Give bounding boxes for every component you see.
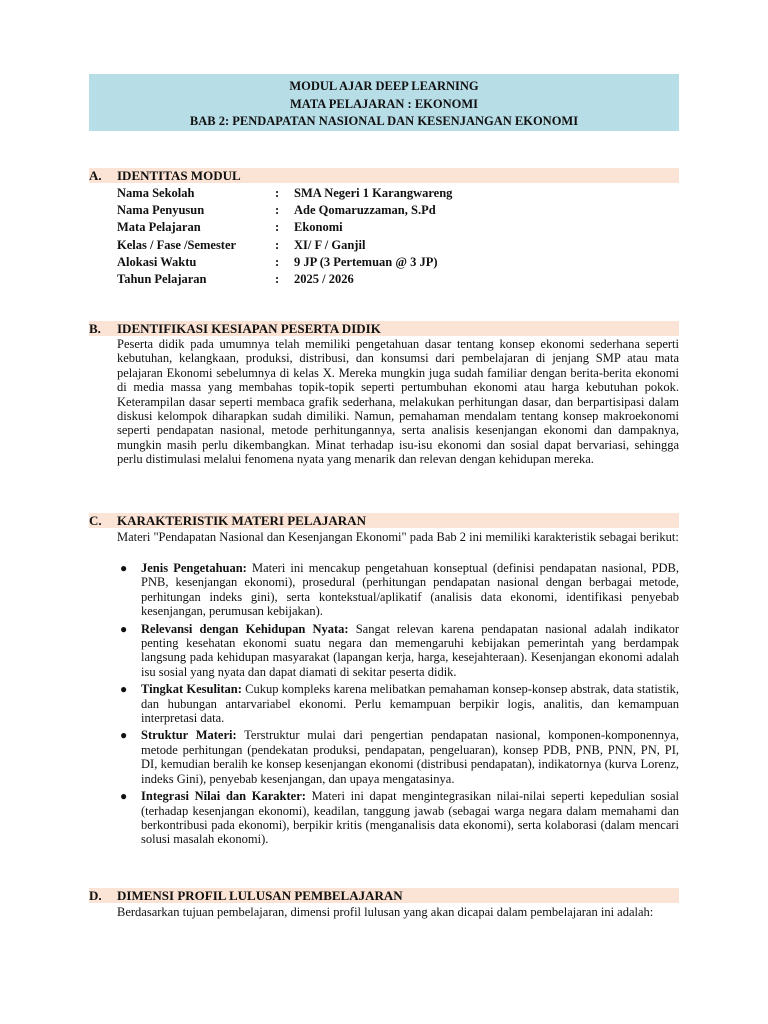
bullet-icon: ● — [120, 561, 128, 575]
identity-separator: : — [275, 271, 280, 286]
item-text: Sangat relevan karena pendapatan nasional adalah indikator penting kesehatan ekonomi suatu negara dan memengaruhi kebijakan pemerintah yang berdampak langsung pada kehidupan masyarakat (lapangan kerja, harga, kesejahteraan). Kesenjangan ekonomi adalah isu sosial yang nyata dan dapat diamati di sekitar peserta didik. — [141, 621, 679, 679]
identity-label: Mata Pelajaran — [117, 220, 201, 235]
identity-label: Kelas / Fase /Semester — [117, 237, 237, 252]
item-term: Struktur Materi: — [141, 728, 237, 743]
item-text: Materi ini dapat mengintegrasikan nilai-nilai seperti kepedulian sosial (terhadap kesenjangan ekonomi), keadilan, tanggung jawab (sebagai warga negara dalam memahami dan berkontribusi pada ekonomi), berpikir kritis (menganalisis data ekonomi), serta kolaborasi (dalam mencari solusi masalah ekonomi). — [141, 789, 679, 847]
identity-value: 9 JP (3 Pertemuan @ 3 JP) — [294, 254, 438, 269]
section-a-title: IDENTITAS MODUL — [117, 168, 241, 183]
section-d-paragraph: Berdasarkan tujuan pembelajaran, dimensi profil lulusan yang akan dicapai dalam pembelajaran ini adalah: — [117, 905, 654, 919]
title-line-1: MODUL AJAR DEEP LEARNING — [289, 79, 479, 93]
list-item — [117, 622, 679, 680]
list-item — [117, 789, 679, 847]
title-line-2: MATA PELAJARAN : EKONOMI — [289, 96, 479, 111]
identity-row — [117, 254, 617, 271]
identity-row — [117, 271, 617, 288]
identity-separator: : — [275, 186, 280, 200]
section-c-title: KARAKTERISTIK MATERI PELAJARAN — [117, 513, 366, 528]
section-d-heading — [89, 888, 679, 903]
list-item — [117, 728, 679, 786]
section-c-heading — [89, 513, 679, 528]
section-b-letter: B. — [89, 321, 101, 336]
identity-label: Nama Sekolah — [117, 186, 195, 200]
title-line-3: BAB 2: PENDAPATAN NASIONAL DAN KESENJANGAN EKONOMI — [189, 114, 579, 128]
section-a-letter: A. — [89, 168, 102, 183]
identity-value: 2025 / 2026 — [294, 271, 354, 286]
section-d-title: DIMENSI PROFIL LULUSAN PEMBELAJARAN — [117, 888, 403, 903]
bullet-icon: ● — [120, 789, 128, 804]
identity-label: Alokasi Waktu — [117, 254, 197, 269]
identity-value: SMA Negeri 1 Karangwareng — [294, 186, 453, 200]
identity-row — [117, 219, 617, 236]
identity-label: Tahun Pelajaran — [117, 271, 207, 286]
bullet-icon: ● — [120, 621, 128, 636]
identity-value: XI/ F / Ganjil — [294, 237, 366, 252]
module-title-box — [89, 74, 679, 131]
list-item — [117, 682, 679, 725]
identity-separator: : — [275, 203, 280, 218]
item-term: Relevansi dengan Kehidupan Nyata: — [141, 621, 349, 636]
section-c-letter: C. — [89, 513, 102, 528]
bullet-icon: ● — [120, 682, 128, 697]
identity-separator: : — [275, 220, 280, 235]
item-term: Tingkat Kesulitan: — [141, 682, 242, 697]
identity-separator: : — [275, 254, 280, 269]
identity-label: Nama Penyusun — [117, 203, 205, 218]
section-b-heading — [89, 321, 679, 336]
item-text: Terstruktur mulai dari pengertian pendapatan nasional, komponen-komponennya, metode perhitungan (pendekatan produksi, pendapatan, pengeluaran), konsep PDB, PNB, PNN, PN, PI, DI, kemudian beralih ke konsep kesenjangan ekonomi (distribusi pendapatan), indikatornya (kurva Lorenz, indeks Gini), penyebab kesenjangan, dan upaya mengatasinya. — [141, 728, 679, 786]
identity-row — [117, 185, 617, 202]
identity-table — [117, 185, 617, 288]
section-c-intro: Materi "Pendapatan Nasional dan Kesenjangan Ekonomi" pada Bab 2 ini memiliki karakteristik sebagai berikut: — [117, 530, 679, 544]
bullet-icon: ● — [120, 728, 128, 743]
identity-separator: : — [275, 237, 280, 252]
identity-value: Ade Qomaruzzaman, S.Pd — [294, 203, 436, 218]
section-b-paragraph: Peserta didik pada umumnya telah memiliki pengetahuan dasar tentang konsep ekonomi sederhana seperti kebutuhan, kelangkaan, produksi, distribusi, dan konsumsi dari pembelajaran di jenjang SMP atau mata pelajaran Ekonomi sebelumnya di kelas X. Mereka mungkin juga sudah familiar dengan berita-berita ekonomi di media massa yang membahas topik-topik seperti pertumbuhan ekonomi atau harga kebutuhan pokok. Keterampilan dasar seperti membaca grafik sederhana, melakukan perhitungan dasar, dan berpartisipasi dalam diskusi kelompok diharapkan sudah dimiliki. Namun, pemahaman mendalam tentang konsep makroekonomi seperti pendapatan nasional, metode perhitungannya, serta analisis kesenjangan ekonomi dan dampaknya, mungkin masih perlu dikembangkan. Minat terhadap isu-isu ekonomi dan sosial dapat bervariasi, sehingga perlu distimulasi melalui fenomena nyata yang menarik dan relevan dengan kehidupan mereka. — [117, 337, 679, 467]
section-a-heading — [89, 168, 679, 183]
identity-value: Ekonomi — [294, 220, 343, 235]
item-text: Cukup kompleks karena melibatkan pemahaman konsep-konsep abstrak, data statistik, dan hubungan antarvariabel ekonomi. Perlu kemampuan berpikir logis, analitis, dan kemampuan interpretasi data. — [141, 682, 679, 726]
identity-row — [117, 202, 617, 219]
identity-row — [117, 237, 617, 254]
item-term: Jenis Pengetahuan: — [141, 561, 247, 575]
item-term: Integrasi Nilai dan Karakter: — [141, 789, 306, 804]
characteristics-list — [117, 561, 679, 850]
list-item — [117, 561, 679, 619]
section-b-title: IDENTIFIKASI KESIAPAN PESERTA DIDIK — [117, 321, 381, 336]
section-d-letter: D. — [89, 888, 102, 903]
item-text: Materi ini mencakup pengetahuan konseptual (definisi pendapatan nasional, PDB, PNB, kesenjangan ekonomi), prosedural (perhitungan pendapatan nasional dengan berbagai metode, perhitungan indeks gini), serta kontekstual/aplikatif (analisis data ekonomi, identifikasi penyebab kesenjangan, perumusan kebijakan). — [141, 561, 680, 619]
